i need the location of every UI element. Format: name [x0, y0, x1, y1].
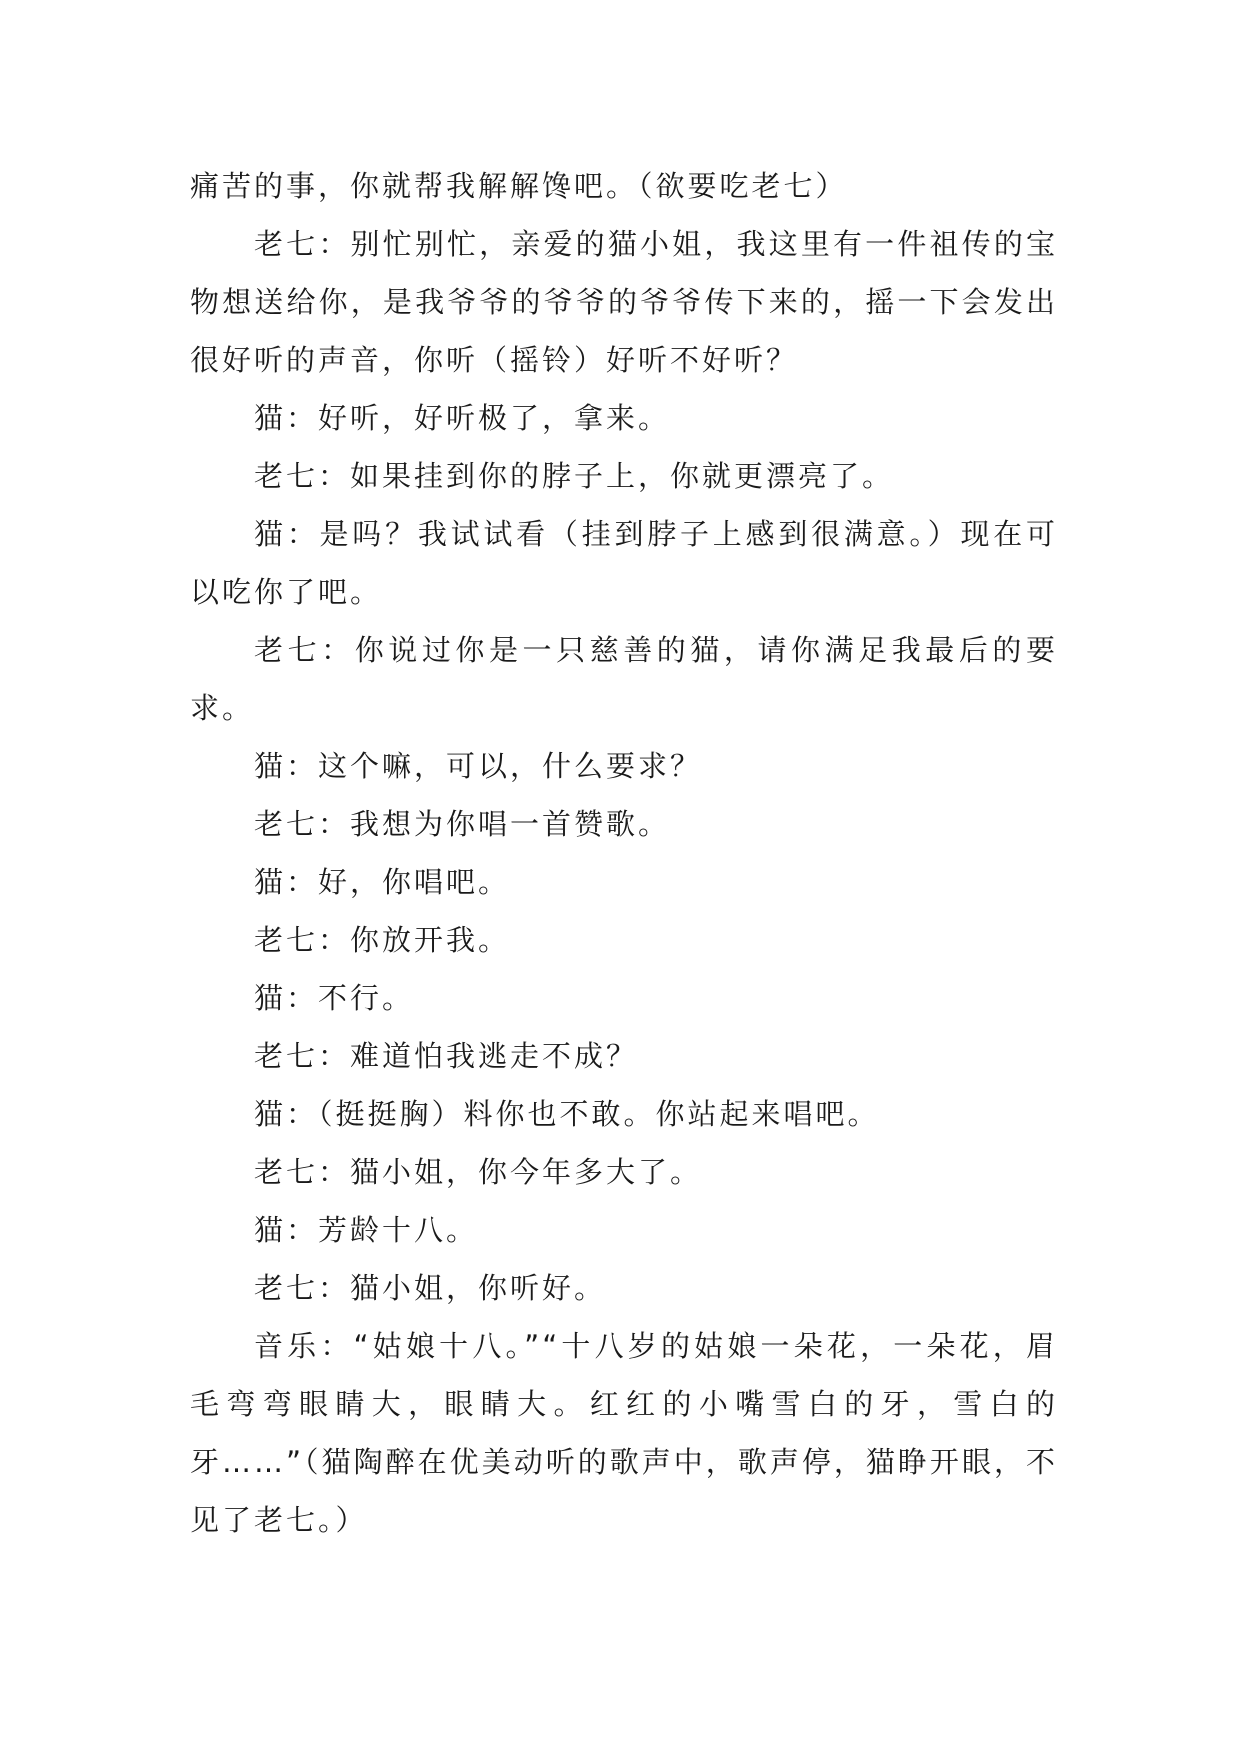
dialogue-paragraph: 老七：难道怕我逃走不成？: [254, 1039, 639, 1073]
dialogue-paragraph: 猫：不行。: [254, 981, 415, 1015]
dialogue-paragraph: 猫：是吗？我试试看（挂到脖子上感到很满意。）现在可以吃你了吧。: [190, 517, 1058, 609]
dialogue-paragraph: 猫：好听，好听极了，拿来。: [254, 401, 671, 435]
document-body: [190, 157, 1058, 1549]
dialogue-paragraph: 猫：这个嘛，可以，什么要求？: [254, 749, 703, 783]
dialogue-paragraph: 老七：猫小姐，你今年多大了。: [254, 1155, 703, 1189]
music-paragraph: 音乐：“姑娘十八。”“十八岁的姑娘一朵花，一朵花，眉毛弯弯眼睛大，眼睛大。红红的小嘴雪白的牙，雪白的牙……”（猫陶醉在优美动听的歌声中，歌声停，猫睁开眼，不见了老七。）: [190, 1329, 1058, 1537]
dialogue-paragraph: 老七：你放开我。: [254, 923, 511, 957]
dialogue-paragraph: 老七：我想为你唱一首赞歌。: [254, 807, 671, 841]
paragraph-continuation: 痛苦的事，你就帮我解解馋吧。（欲要吃老七）: [190, 169, 848, 203]
dialogue-paragraph: 老七：猫小姐，你听好。: [254, 1271, 607, 1305]
dialogue-paragraph: 猫：（挺挺胸）料你也不敢。你站起来唱吧。: [254, 1097, 880, 1131]
dialogue-paragraph: 老七：你说过你是一只慈善的猫，请你满足我最后的要求。: [190, 633, 1058, 725]
dialogue-paragraph: 猫：好，你唱吧。: [254, 865, 511, 899]
dialogue-paragraph: 老七：如果挂到你的脖子上，你就更漂亮了。: [254, 459, 895, 493]
dialogue-paragraph: 老七：别忙别忙，亲爱的猫小姐，我这里有一件祖传的宝物想送给你，是我爷爷的爷爷的爷爷传下来的，摇一下会发出很好听的声音，你听（摇铃）好听不好听？: [190, 227, 1058, 377]
dialogue-paragraph: 猫：芳龄十八。: [254, 1213, 479, 1247]
